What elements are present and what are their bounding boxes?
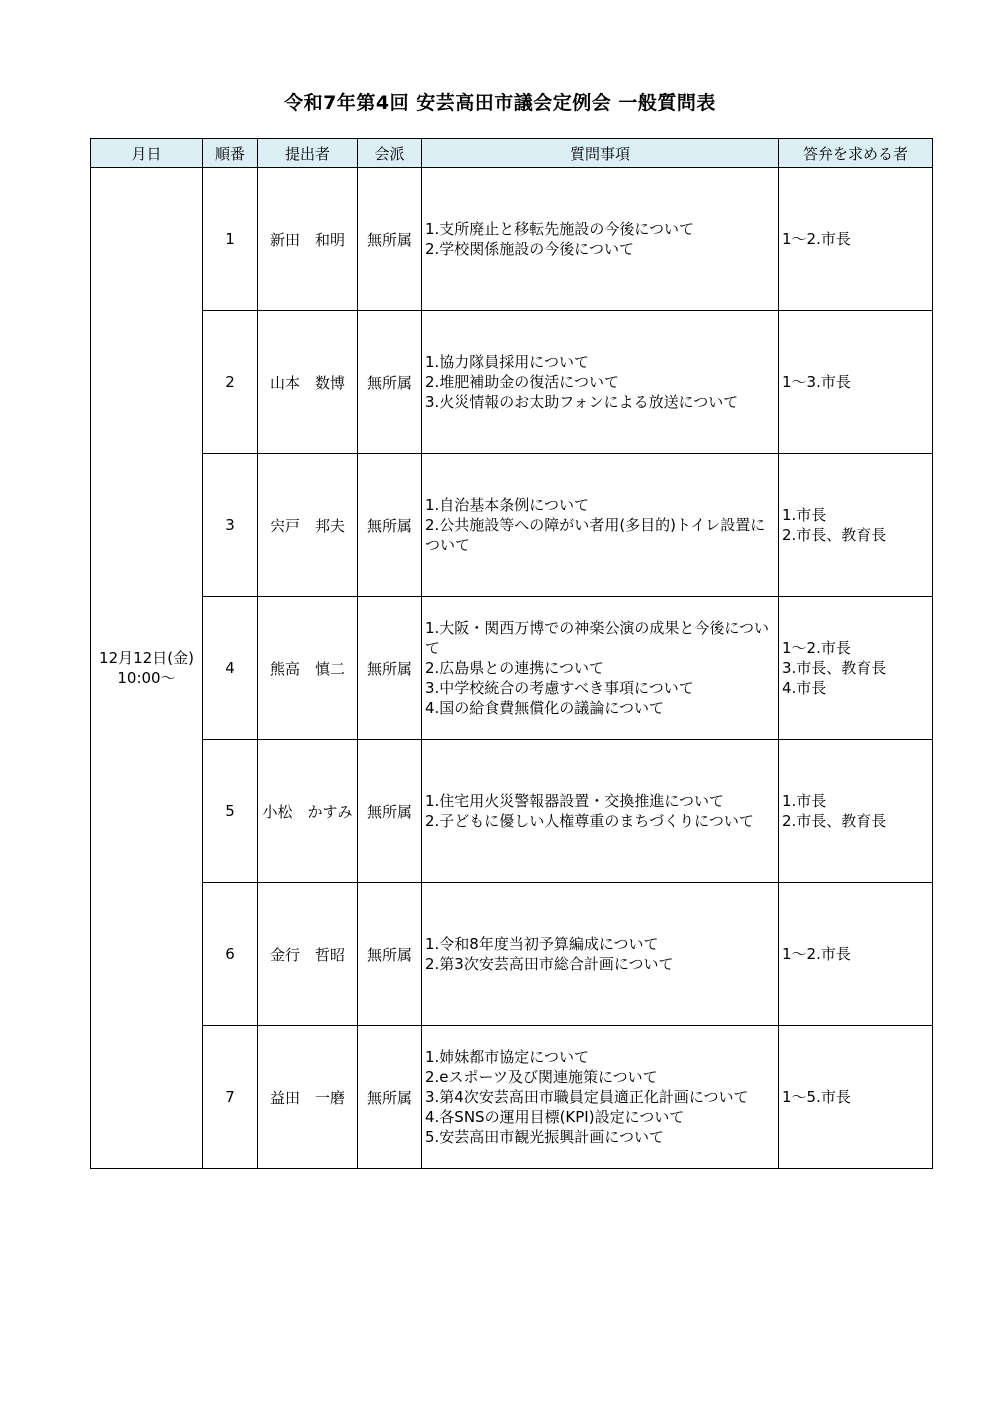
question-item: 1.支所廃止と移転先施設の今後について [425, 220, 695, 238]
questions-cell [422, 1026, 779, 1169]
table-row [91, 597, 933, 740]
question-item: 2.公共施設等への障がい者用(多目的)トイレ設置について [425, 516, 766, 554]
table-row [91, 1026, 933, 1169]
question-item: 4.各SNSの運用目標(KPI)設定について [425, 1108, 685, 1126]
question-item: 1.自治基本条例について [425, 496, 590, 514]
table-body [91, 168, 933, 1169]
date-time: 10:00～ [117, 669, 176, 687]
faction-cell: 無所属 [358, 883, 422, 1026]
order-cell: 4 [203, 597, 258, 740]
respondent-item: 1～2.市長 [782, 230, 851, 248]
faction-cell: 無所属 [358, 168, 422, 311]
respondent-item: 3.市長、教育長 [782, 659, 887, 677]
faction-cell: 無所属 [358, 311, 422, 454]
document-title: 令和7年第4回 安芸高田市議会定例会 一般質問表 [284, 92, 716, 114]
header-row [91, 139, 933, 168]
header-order: 順番 [203, 139, 258, 168]
question-item: 2.学校関係施設の今後について [425, 240, 635, 258]
respondent-item: 1～3.市長 [782, 373, 851, 391]
respondents-cell [779, 168, 933, 311]
faction-cell: 無所属 [358, 454, 422, 597]
respondent-item: 4.市長 [782, 679, 827, 697]
submitter-cell: 宍戸 邦夫 [258, 454, 358, 597]
respondents-cell [779, 597, 933, 740]
respondent-item: 2.市長、教育長 [782, 526, 887, 544]
respondent-item: 1.市長 [782, 792, 827, 810]
question-item: 3.火災情報のお太助フォンによる放送について [425, 393, 739, 411]
question-item: 1.協力隊員採用について [425, 353, 590, 371]
faction-cell: 無所属 [358, 597, 422, 740]
order-cell: 7 [203, 1026, 258, 1169]
faction-cell: 無所属 [358, 1026, 422, 1169]
header-date: 月日 [91, 139, 203, 168]
header-respondents: 答弁を求める者 [779, 139, 933, 168]
order-cell: 5 [203, 740, 258, 883]
respondent-item: 1～2.市長 [782, 639, 851, 657]
submitter-cell: 小松 かすみ [258, 740, 358, 883]
submitter-cell: 益田 一磨 [258, 1026, 358, 1169]
question-item: 3.中学校統合の考慮すべき事項について [425, 679, 694, 697]
respondent-item: 2.市長、教育長 [782, 812, 887, 830]
respondents-cell [779, 740, 933, 883]
questions-cell [422, 168, 779, 311]
respondents-cell [779, 311, 933, 454]
table-row [91, 454, 933, 597]
submitter-cell: 金行 哲昭 [258, 883, 358, 1026]
table-row [91, 883, 933, 1026]
question-item: 4.国の給食費無償化の議論について [425, 699, 665, 717]
question-item: 3.第4次安芸高田市職員定員適正化計画について [425, 1088, 749, 1106]
question-item: 2.第3次安芸高田市総合計画について [425, 955, 674, 973]
respondent-item: 1.市長 [782, 506, 827, 524]
submitter-cell: 熊高 慎二 [258, 597, 358, 740]
questions-cell [422, 454, 779, 597]
header-questions: 質問事項 [422, 139, 779, 168]
order-cell: 2 [203, 311, 258, 454]
order-cell: 3 [203, 454, 258, 597]
submitter-cell: 山本 数博 [258, 311, 358, 454]
question-table [90, 138, 933, 1169]
date-day: 12月12日(金) [99, 649, 194, 667]
order-cell: 6 [203, 883, 258, 1026]
question-item: 5.安芸高田市観光振興計画について [425, 1128, 665, 1146]
question-item: 1.姉妹都市協定について [425, 1048, 590, 1066]
questions-cell [422, 597, 779, 740]
respondents-cell [779, 1026, 933, 1169]
question-item: 2.子どもに優しい人権尊重のまちづくりについて [425, 812, 754, 830]
question-item: 1.大阪・関西万博での神楽公演の成果と今後について [425, 619, 770, 657]
table-row [91, 311, 933, 454]
respondents-cell [779, 883, 933, 1026]
order-cell: 1 [203, 168, 258, 311]
submitter-cell: 新田 和明 [258, 168, 358, 311]
table-row [91, 740, 933, 883]
respondents-cell [779, 454, 933, 597]
date-cell [91, 168, 203, 1169]
questions-cell [422, 883, 779, 1026]
question-item: 2.堆肥補助金の復活について [425, 373, 620, 391]
header-faction: 会派 [358, 139, 422, 168]
questions-cell [422, 311, 779, 454]
respondent-item: 1～2.市長 [782, 945, 851, 963]
questions-cell [422, 740, 779, 883]
table-row [91, 168, 933, 311]
faction-cell: 無所属 [358, 740, 422, 883]
question-item: 2.eスポーツ及び関連施策について [425, 1068, 658, 1086]
question-item: 2.広島県との連携について [425, 659, 605, 677]
header-submitter: 提出者 [258, 139, 358, 168]
question-item: 1.令和8年度当初予算編成について [425, 935, 659, 953]
question-item: 1.住宅用火災警報器設置・交換推進について [425, 792, 725, 810]
respondent-item: 1～5.市長 [782, 1088, 851, 1106]
